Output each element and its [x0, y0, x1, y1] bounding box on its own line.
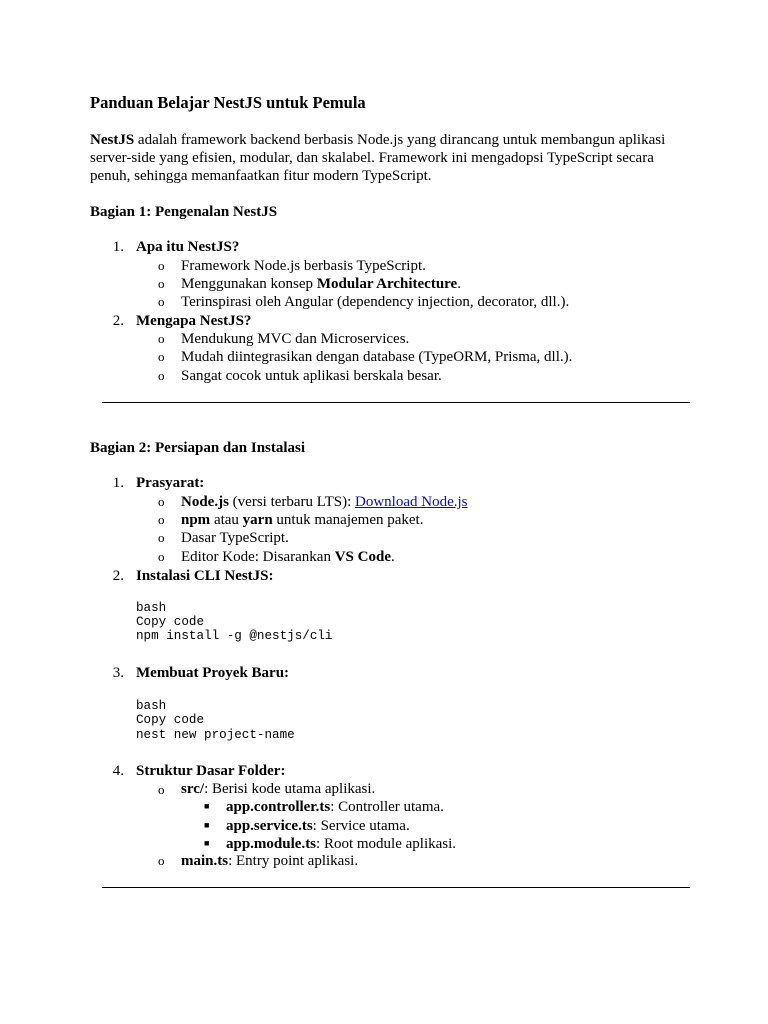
- bullet-o-icon: o: [158, 349, 165, 364]
- section2-item1-bullet1: [181, 493, 468, 511]
- section2-item1-title: Prasyarat:: [136, 475, 205, 491]
- section1-item2-bullet2: Mudah diintegrasikan dengan database (TypeORM, Prisma, dll.).: [181, 349, 573, 365]
- bullet-bold-term: app.module.ts: [226, 836, 317, 852]
- bullet-bold-term: yarn: [242, 512, 273, 528]
- bullet-text: : Service utama.: [312, 818, 410, 834]
- document-title: Panduan Belajar NestJS untuk Pemula: [90, 93, 366, 112]
- section2-item2-title: Instalasi CLI NestJS:: [136, 568, 274, 584]
- bullet-bold-term: main.ts: [181, 853, 229, 869]
- section1-item2-number: 2.: [112, 313, 124, 329]
- bullet-text: .: [390, 549, 395, 565]
- code-line-command: npm install -g @nestjs/cli: [136, 629, 333, 643]
- square-bullet-icon: ■: [204, 838, 210, 848]
- copy-code-label: Copy code: [136, 713, 205, 727]
- bullet-bold-term: Node.js: [181, 494, 229, 510]
- section2-item1-bullet4: [181, 548, 395, 566]
- bullet-o-icon: o: [158, 258, 165, 273]
- main-ts-item: [181, 852, 358, 870]
- app-module-item: [226, 835, 456, 853]
- copy-code-label: Copy code: [136, 615, 205, 629]
- code-line-command: nest new project-name: [136, 728, 295, 742]
- bullet-text: : Entry point aplikasi.: [228, 853, 359, 869]
- section1-item1-bullet1: Framework Node.js berbasis TypeScript.: [181, 258, 426, 274]
- bullet-text: Editor Kode: Disarankan: [181, 549, 335, 565]
- intro-paragraph: [90, 131, 690, 185]
- bullet-text: : Controller utama.: [330, 799, 444, 815]
- bullet-o-icon: o: [158, 782, 165, 797]
- code-line-lang: bash: [136, 699, 167, 713]
- section2-item1-number: 1.: [112, 475, 124, 491]
- bullet-text: (versi terbaru LTS):: [228, 494, 356, 510]
- bullet-o-icon: o: [158, 331, 165, 346]
- intro-text: adalah framework backend berbasis Node.js yang dirancang untuk membangun aplikasi server-side yang efisien, modular, dan skalabel. Framework ini mengadopsi TypeScript secara penuh, sehingga memanfaatkan fitur modern TypeScript.: [90, 132, 666, 184]
- section1-item1-bullet2: [181, 275, 461, 293]
- bullet-bold-term: VS Code: [334, 549, 391, 565]
- section2-item1-bullet3: Dasar TypeScript.: [181, 530, 289, 546]
- bullet-bold-term: app.service.ts: [226, 818, 313, 834]
- bullet-o-icon: o: [158, 494, 165, 509]
- app-service-item: [226, 817, 410, 835]
- bullet-bold-term: npm: [181, 512, 211, 528]
- section2-item3-number: 3.: [112, 665, 124, 681]
- bullet-bold-term: app.controller.ts: [226, 799, 331, 815]
- bullet-text: untuk manajemen paket.: [272, 512, 424, 528]
- bullet-o-icon: o: [158, 294, 165, 309]
- square-bullet-icon: ■: [204, 820, 210, 830]
- section1-item2-bullet1: Mendukung MVC dan Microservices.: [181, 331, 410, 347]
- section2-item4-number: 4.: [112, 763, 124, 779]
- bullet-o-icon: o: [158, 853, 165, 868]
- horizontal-rule: [102, 402, 690, 403]
- section1-item1-title: Apa itu NestJS?: [136, 239, 240, 255]
- intro-bold-term: NestJS: [90, 132, 135, 148]
- section2-item3-title: Membuat Proyek Baru:: [136, 665, 290, 681]
- bullet-o-icon: o: [158, 368, 165, 383]
- horizontal-rule: [102, 887, 690, 888]
- bullet-o-icon: o: [158, 530, 165, 545]
- download-nodejs-link[interactable]: Download Node.js: [355, 494, 468, 510]
- bullet-bold-term: src/: [181, 781, 205, 797]
- section1-item2-title: Mengapa NestJS?: [136, 313, 252, 329]
- section2-item2-number: 2.: [112, 568, 124, 584]
- section2-heading: Bagian 2: Persiapan dan Instalasi: [90, 440, 306, 456]
- section1-heading: Bagian 1: Pengenalan NestJS: [90, 204, 278, 220]
- app-controller-item: [226, 798, 444, 816]
- square-bullet-icon: ■: [204, 801, 210, 811]
- bullet-text: .: [457, 276, 461, 292]
- section2-item4-title: Struktur Dasar Folder:: [136, 763, 286, 779]
- src-folder-item: [181, 780, 375, 798]
- section1-item1-number: 1.: [112, 239, 124, 255]
- section1-item2-bullet3: Sangat cocok untuk aplikasi berskala besar.: [181, 368, 442, 384]
- bullet-text: : Root module aplikasi.: [316, 836, 457, 852]
- section1-item1-bullet3: Terinspirasi oleh Angular (dependency injection, decorator, dll.).: [181, 294, 570, 310]
- section2-item1-bullet2: [181, 511, 423, 529]
- bullet-text: Menggunakan konsep: [181, 276, 317, 292]
- bullet-o-icon: o: [158, 512, 165, 527]
- bullet-o-icon: o: [158, 549, 165, 564]
- bullet-text: : Berisi kode utama aplikasi.: [204, 781, 376, 797]
- bullet-bold-term: Modular Architecture: [316, 276, 458, 292]
- bullet-o-icon: o: [158, 276, 165, 291]
- code-line-lang: bash: [136, 601, 167, 615]
- bullet-text: atau: [210, 512, 243, 528]
